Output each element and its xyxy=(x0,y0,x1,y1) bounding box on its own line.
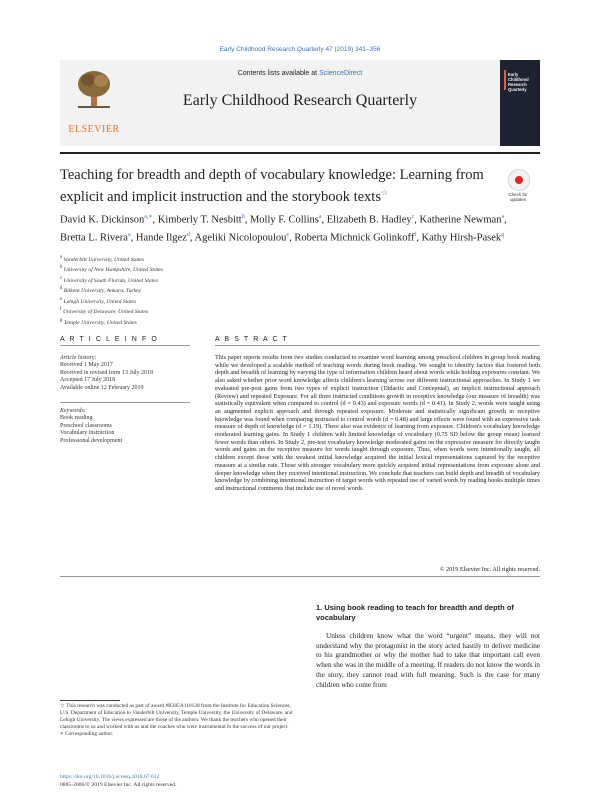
contents-available-line xyxy=(135,70,465,77)
affiliation-item xyxy=(60,275,360,285)
corresponding-footnote: ∗ Corresponding author. xyxy=(60,731,114,738)
elsevier-logo xyxy=(64,64,124,140)
keyword-item: Professional development xyxy=(60,437,123,444)
title-footnote-mark[interactable]: ☆ xyxy=(380,188,389,197)
issn-line: 0885-2006/© 2019 Elsevier Inc. All rights reserved. xyxy=(60,782,177,788)
section-1-heading: 1. Using book reading to teach for breadth and depth of vocabulary xyxy=(316,603,514,622)
author-affiliation-mark[interactable]: b xyxy=(241,214,245,220)
history-lines xyxy=(60,362,190,392)
affiliation-key: c xyxy=(60,275,63,281)
affiliation-text: University of New Hampshire, United States xyxy=(63,267,163,274)
affiliation-item xyxy=(60,254,360,264)
elsevier-tree-icon xyxy=(74,68,114,110)
sciencedirect-link[interactable]: ScienceDirect xyxy=(319,70,363,77)
affiliation-text: Temple University, United States xyxy=(63,319,137,326)
author-name[interactable]: Roberta Michnick Golinkoff xyxy=(294,232,415,244)
affiliation-item xyxy=(60,296,360,306)
author-affiliation-mark[interactable]: a xyxy=(127,232,131,238)
history-label: Article history: xyxy=(60,355,97,361)
affiliation-key: b xyxy=(60,265,63,271)
affiliation-text: University of South Florida, United States xyxy=(63,277,158,284)
keyword-item: Vocabulary instruction xyxy=(60,430,115,437)
affiliation-text: Vanderbilt University, United States xyxy=(63,256,144,263)
affiliation-key: d xyxy=(60,286,63,292)
journal-cover[interactable] xyxy=(500,60,540,146)
author-affiliation-mark[interactable]: g xyxy=(501,232,505,238)
abstract-rule xyxy=(215,345,540,346)
affiliation-item xyxy=(60,317,360,327)
abstract-end-rule xyxy=(60,576,540,577)
header-divider xyxy=(60,152,540,154)
author-name[interactable]: Elizabeth B. Hadley xyxy=(326,214,412,226)
history-line: Received in revised form 13 July 2018 xyxy=(60,369,153,376)
keywords-rule xyxy=(60,402,190,403)
author-name[interactable]: Kimberly T. Nesbitt xyxy=(157,214,242,226)
footnote-rule xyxy=(60,700,120,701)
affiliation-list xyxy=(60,254,360,327)
history-line: Available online 12 February 2019 xyxy=(60,384,144,391)
check-updates-icon xyxy=(508,169,530,191)
check-updates-label: Check for updates xyxy=(508,192,528,202)
author-list: David K. Dickinson$^{a,∗}$, Kimberly T. Nesbitt$^b$, Molly F. Collins$^a$, Elizabeth B. Hadley$^c$, Katherine Newman$^a$, Bretta L. Rivera$^a$, Hande Ilgez$^d$, Ageliki Nicolopoulou$^e$, Roberta Michnick Golinkoff$^f$, Kathy Hirsh-Pasek$^g$ xyxy=(60,214,507,244)
author-affiliation-mark[interactable]: f xyxy=(414,232,417,238)
author-name[interactable]: David K. Dickinson xyxy=(60,214,145,226)
affiliation-key: a xyxy=(60,255,63,260)
history-line: Accepted 17 July 2018 xyxy=(60,377,116,384)
keyword-items xyxy=(60,415,190,445)
author-name[interactable]: Bretta L. Rivera xyxy=(60,232,128,244)
affiliation-key: g xyxy=(60,317,63,323)
paper-title xyxy=(60,166,490,206)
author-affiliation-mark[interactable]: a,∗ xyxy=(144,214,153,220)
author-name[interactable]: Kathy Hirsh-Pasek xyxy=(421,232,502,244)
author-name[interactable]: Molly F. Collins xyxy=(249,214,319,226)
cover-stripe xyxy=(504,70,506,90)
journal-reference[interactable]: Early Childhood Research Quarterly 47 (2019) 341–356 xyxy=(219,46,381,53)
affiliation-text: Lehigh University, United States xyxy=(63,298,137,305)
author-affiliation-mark[interactable]: e xyxy=(286,232,290,238)
author-affiliation-mark[interactable]: a xyxy=(318,214,322,220)
footnotes xyxy=(60,703,295,738)
affiliation-text: University of Delaware, United States xyxy=(62,309,149,316)
author-affiliation-mark[interactable]: c xyxy=(411,214,415,220)
author-affiliation-mark[interactable]: d xyxy=(186,232,190,238)
keyword-item: Preschool classrooms xyxy=(60,422,112,429)
contents-prefix: Contents lists available at xyxy=(237,70,320,77)
keywords-label: Keywords: xyxy=(60,408,86,414)
affiliation-text: Bilkent University, Ankara, Turkey xyxy=(63,288,142,295)
section-1-body: Unless children know what the word “urgent” means, they will not understand why the protagonist in the story acted hastily to deliver medicine to his grandmother or why the mother had to take that important call even when she was in the middle of a meeting. If readers do not know the words in the story, they cannot read with full meaning. Such is the case for many children who come from xyxy=(316,632,540,689)
affiliation-item xyxy=(60,306,360,316)
funding-footnote: ☆ This research was conducted as part of award #R305A110128 from the Institute for Education Sciences, U.S. Department of Education to Vanderbilt University, Temple University, the University of Delaware, and Lehigh University. The views expressed are those of the authors. We thank the teachers who opened their classrooms to us and worked with us and the coaches who were instrumental in the success of our project. xyxy=(60,703,293,731)
cover-title: Early Childhood Research Quarterly xyxy=(508,72,529,92)
author-affiliation-mark[interactable]: a xyxy=(501,214,505,220)
keywords xyxy=(60,408,190,445)
copyright-notice: © 2019 Elsevier Inc. All rights reserved. xyxy=(439,566,540,573)
keyword-item: Book reading xyxy=(60,415,93,422)
doi-link[interactable]: https://doi.org/10.1016/j.ecresq.2018.07.012 xyxy=(60,774,160,780)
author-name[interactable]: Ageliki Nicolopoulou xyxy=(194,232,287,244)
elsevier-wordmark: ELSEVIER xyxy=(68,124,120,135)
author-name[interactable]: Katherine Newman xyxy=(419,214,502,226)
author-name[interactable]: Hande Ilgez xyxy=(135,232,187,244)
article-info-rule xyxy=(60,345,190,346)
check-for-updates-button[interactable] xyxy=(500,167,536,207)
history-line: Received 1 May 2017 xyxy=(60,362,113,369)
article-info-heading: A R T I C L E I N F O xyxy=(60,336,159,343)
article-history xyxy=(60,355,190,392)
paper-title-text: Teaching for breadth and depth of vocabulary knowledge: Learning from explicit and implicit instruction and the storybook texts xyxy=(60,167,484,205)
abstract-text: This paper reports results from two studies conducted to examine word learning among preschool children in group book reading while we developed a scalable method of teaching words during book reading. We sought to identify factors that fostered both depth and breadth of learning by varying the type of information children heard about words while holding exposures constant. We also asked whether prior word knowledge affects children's learning across our different instructional approaches. In Study 1 we evaluated pre-post gains from two types of explicit instruction (Didactic and Conceptual), an implicit instructional approach (Review) and repeated Exposure. For all three instructed conditions growth in receptive knowledge (our measure of breadth) was statistically equivalent when compared to control (d = 0.43) and exposure words (d = 0.41). In Study 2, words were taught using an augmented explicit approach and through repeated exposure. Moderate and statistically significant growth in receptive knowledge was found when comparing instructed to control words (d = 0.48) and large effects were found with an expressive task measure of depth of knowledge (d = 1.19). There also was evidence of learning from exposure. Children's vocabulary knowledge moderated learning gains. In Study 1 children with limited knowledge of vocabulary (0.75 SD below the group mean) learned fewer words than others. In Study 2, pre-test vocabulary knowledge moderated gains on the expressive measure for directly taught words and gains on the receptive measure for words taught through exposure. Thus, when words were intentionally taught, all children except those with the weakest initial knowledge acquired the initial lexical representations captured by the receptive measure at a similar rate. Those with stronger vocabulary more quickly acquired initial representations from exposure alone and deeper knowledge when they received intentional instruction. We conclude that teachers can build depth and breadth of vocabulary knowledge by combining intentional instruction of target words with repeated use of varied words by reading books multiple times and instructional comments that include use of novel words. xyxy=(215,354,540,492)
affiliation-item xyxy=(60,285,360,295)
abstract-heading: A B S T R A C T xyxy=(215,336,289,343)
affiliation-item xyxy=(60,264,360,274)
affiliation-key: f xyxy=(60,307,62,313)
journal-title[interactable]: Early Childhood Research Quarterly xyxy=(182,92,418,109)
affiliation-key: e xyxy=(60,296,63,302)
